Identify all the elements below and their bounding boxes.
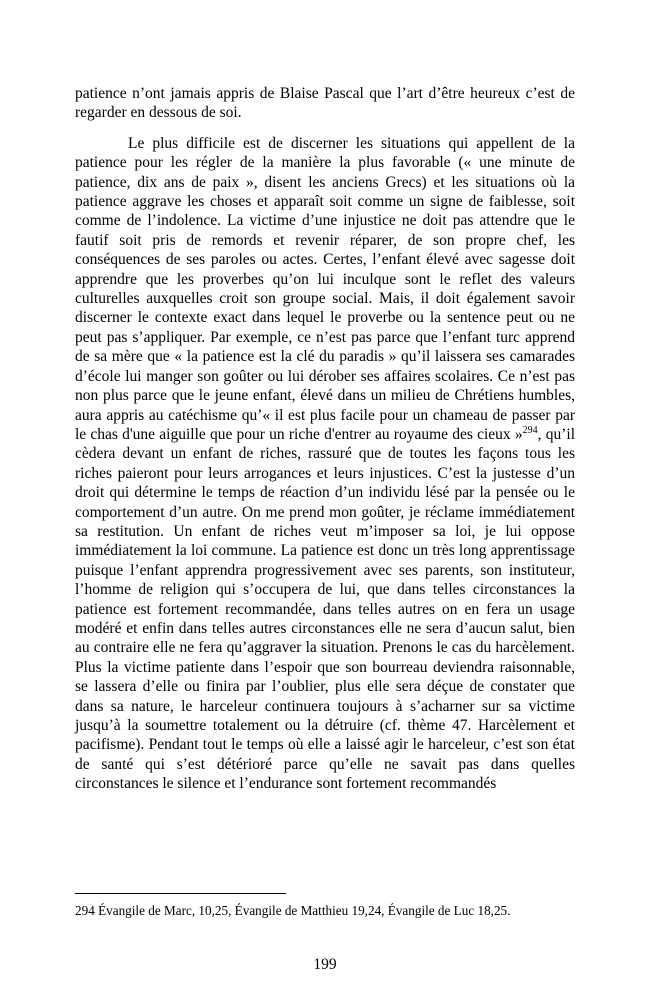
paragraph-continuation: patience n’ont jamais appris de Blaise Pascal que l’art d’être heureux c’est de regarder en dessous de soi. xyxy=(75,85,575,122)
footnote-text xyxy=(75,903,575,919)
paragraph-text-after-ref: , qu’il cèdera devant un enfant de riches, rassuré que de toutes les façons tous les riches paieront pour leurs arrogances et leurs injustices. C’est la justesse d’un droit qui détermine le temps de réaction d’un individu lésé par la pensée ou le comportement d’un autre. On me prend mon goûter, je réclame immédiatement sa restitution. Un enfant de riches veut m’imposer sa loi, je lui oppose immédiatement la loi commune. La patience est donc un très long apprentissage puisque l’enfant apprendra progressivement avec ses parents, son instituteur, l’homme de religion qui s’occupera de lui, que dans telles circonstances la patience est fortement recommandée, dans telles autres on en fera un usage modéré et enfin dans telles autres circonstances elle ne sera d’aucun salut, bien au contraire elle ne fera qu’aggraver la situation. Prenons le cas du harcèlement. Plus la victime patiente dans l’espoir que son bourreau deviendra raisonnable, se lassera d’elle ou finira par l’oublier, plus elle sera déçue de constater que dans sa nature, le harceleur continuera toujours à s’acharner sur sa victime jusqu’à la soumettre totalement ou la détruire (cf. thème 47. Harcèlement et pacifisme). Pendant tout le temps où elle a laissé agir le harceleur, c’est son état de santé qui s’est détérioré parce qu’elle ne savait pas dans quelles circonstances le silence et l’endurance sont fortement recommandés xyxy=(75,425,575,793)
paragraph-text-before-ref: Le plus difficile est de discerner les situations qui appellent de la patience pour les régler de la manière la plus favorable (« une minute de patience, dix ans de paix », disent les anciens Grecs) et les situations où la patience aggrave les choses et apparaît soit comme un signe de faiblesse, soit comme de l’indolence. La victime d’une injustice ne doit pas attendre que le fautif soit pris de remords et revenir réparer, de son propre chef, les conséquences de ses paroles ou actes. Certes, l’enfant élevé avec sagesse doit apprendre que les proverbes qu’on lui inculque sont le reflet des valeurs culturelles auxquelles croit son groupe social. Mais, il doit également savoir discerner le contexte exact dans lequel le proverbe ou la sentence peut ou ne peut pas s’appliquer. Par exemple, ce n’est pas parce que l’enfant turc apprend de sa mère que « la patience est la clé du paradis » qu’il laissera ses camarades d’école lui manger son goûter ou lui dérober ses affaires scolaires. Ce n’est pas non plus parce que le jeune enfant, élevé dans un milieu de Chrétiens humbles, aura appris au catéchisme qu’« il est plus facile pour un chameau de passer par le chas d'une aiguille que pour un riche d'entrer au royaume des cieux » xyxy=(75,134,575,443)
footnote-separator-rule xyxy=(75,893,286,894)
page-number: 199 xyxy=(313,956,337,973)
footnote-reference-294: 294 xyxy=(522,424,538,436)
text-block xyxy=(75,84,575,794)
footnote-block xyxy=(75,893,575,919)
footnote-number: 294 xyxy=(75,903,95,918)
footnote-citation: Évangile de Marc, 10,25, Évangile de Matthieu 19,24, Évangile de Luc 18,25. xyxy=(94,903,511,918)
paragraph-main xyxy=(75,134,575,794)
